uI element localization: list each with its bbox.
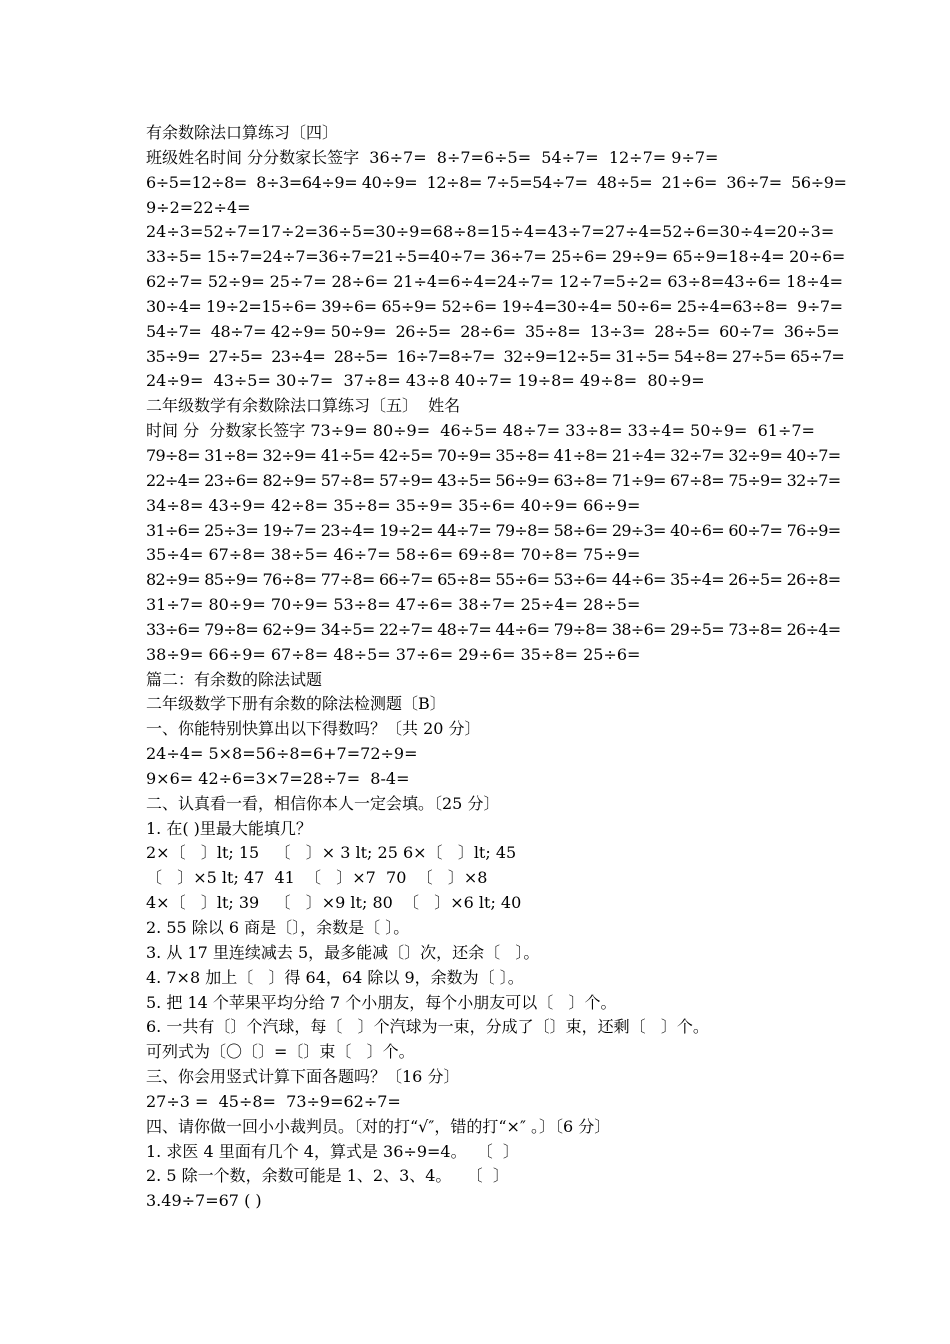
- text-line: 1. 在( )里最大能填几？: [146, 818, 312, 838]
- text-line: 2×〔 〕lt; 15 〔 〕× 3 lt; 25 6×〔 〕lt; 45: [146, 843, 517, 863]
- text-line: 30÷4= 19÷2=15÷6= 39÷6= 65÷9= 52÷6= 19÷4=30÷4= 50÷6= 25÷4=63÷8= 9÷7=: [146, 296, 843, 316]
- text-line: 班级姓名时间 分分数家长签字 36÷7= 8÷7=6÷5= 54÷7= 12÷7= 9÷7=: [146, 147, 719, 167]
- text-line: 31÷7= 80÷9= 70÷9= 53÷8= 47÷6= 38÷7= 25÷4= 28÷5=: [146, 595, 641, 615]
- question-heading-4: 四、请你做一回小小裁判员。〔对的打“√″，错的打“×″ 。〕〔6 分〕: [146, 1116, 611, 1136]
- question-heading-2: 二、认真看一看，相信你本人一定会填。〔25 分〕: [146, 793, 500, 813]
- text-line: 62÷7= 52÷9= 25÷7= 28÷6= 21÷4=6÷4=24÷7= 12÷7=5÷2= 63÷8=43÷6= 18÷4=: [146, 272, 843, 292]
- text-line: 9÷2=22÷4=: [146, 197, 251, 217]
- text-line: 24÷4= 5×8=56÷8=6+7=72÷9=: [146, 744, 418, 764]
- heading-practice-4: 有余数除法口算练习〔四〕: [146, 123, 339, 142]
- text-line: 2. 55 除以 6 商是〔〕，余数是〔 〕。: [146, 918, 410, 937]
- section-title-part-2: 篇二：有余数的除法试题: [146, 669, 323, 689]
- text-line: 4×〔 〕lt; 39 〔 〕×9 lt; 80 〔 〕×6 lt; 40: [146, 893, 522, 913]
- heading-practice-5: 二年级数学有余数除法口算练习〔五〕 姓名: [146, 396, 461, 416]
- text-line: 79÷8= 31÷8= 32÷9= 41÷5= 42÷5= 70÷9= 35÷8= 41÷8= 21÷4= 32÷7= 32÷9= 40÷7=: [146, 445, 841, 465]
- text-line: 3.49÷7=67 ( ): [146, 1191, 262, 1211]
- text-line: 34÷8= 43÷9= 42÷8= 35÷8= 35÷9= 35÷6= 40÷9= 66÷9=: [146, 495, 641, 515]
- text-line: 82÷9= 85÷9= 76÷8= 77÷8= 66÷7= 65÷8= 55÷6= 53÷6= 44÷6= 35÷4= 26÷5= 26÷8=: [146, 570, 841, 590]
- text-line: 可列式为〔〇〔〕=〔〕束〔 〕个。: [146, 1042, 415, 1062]
- text-line: 2. 5 除一个数，余数可能是 1、2、3、4。 〔 〕: [146, 1166, 509, 1186]
- document-body: [146, 121, 846, 1214]
- text-line: 24÷9= 43÷5= 30÷7= 37÷8= 43÷8 40÷7= 19÷8= 49÷8= 80÷9=: [146, 371, 705, 391]
- text-line: 1. 求医 4 里面有几个 4，算式是 36÷9=4。 〔 〕: [146, 1141, 519, 1161]
- text-line: 38÷9= 66÷9= 67÷8= 48÷5= 37÷6= 29÷6= 35÷8= 25÷6=: [146, 644, 641, 664]
- text-line: 6÷5=12÷8= 8÷3=64÷9= 40÷9= 12÷8= 7÷5=54÷7= 48÷5= 21÷6= 36÷7= 56÷9=: [146, 172, 847, 192]
- text-line: 24÷3=52÷7=17÷2=36÷5=30÷9=68÷8=15÷4=43÷7=27÷4=52÷6=30÷4=20÷3=: [146, 222, 835, 242]
- test-title: 二年级数学下册有余数的除法检测题〔B〕: [146, 694, 446, 714]
- text-line: 33÷5= 15÷7=24÷7=36÷7=21÷5=40÷7= 36÷7= 25÷6= 29÷9= 65÷9=18÷4= 20÷6=: [146, 247, 845, 267]
- question-heading-1: 一、你能特别快算出以下得数吗？〔共 20 分〕: [146, 719, 481, 739]
- text-line: 9×6= 42÷6=3×7=28÷7= 8-4=: [146, 768, 410, 788]
- question-heading-3: 三、你会用竖式计算下面各题吗？〔16 分〕: [146, 1067, 460, 1087]
- text-line: 54÷7= 48÷7= 42÷9= 50÷9= 26÷5= 28÷6= 35÷8= 13÷3= 28÷5= 60÷7= 36÷5=: [146, 321, 840, 341]
- text-line: 〔 〕×5 lt; 47 41 〔 〕×7 70 〔 〕×8: [146, 868, 488, 888]
- text-line: 33÷6= 79÷8= 62÷9= 34÷5= 22÷7= 48÷7= 44÷6= 79÷8= 38÷6= 29÷5= 73÷8= 26÷4=: [146, 619, 841, 639]
- text-line: 3. 从 17 里连续减去 5，最多能减〔〕次，还余〔 〕。: [146, 942, 540, 962]
- text-line: 4. 7×8 加上〔 〕得 64，64 除以 9，余数为〔 〕。: [146, 967, 524, 987]
- text-line: 22÷4= 23÷6= 82÷9= 57÷8= 57÷9= 43÷5= 56÷9= 63÷8= 71÷9= 67÷8= 75÷9= 32÷7=: [146, 470, 841, 490]
- text-line: 5. 把 14 个苹果平均分给 7 个小朋友，每个小朋友可以〔 〕个。: [146, 992, 617, 1012]
- text-line: 35÷4= 67÷8= 38÷5= 46÷7= 58÷6= 69÷8= 70÷8= 75÷9=: [146, 545, 641, 565]
- text-line: 6. 一共有〔〕个汽球，每〔 〕个汽球为一束，分成了〔〕束，还剩〔 〕个。: [146, 1017, 709, 1037]
- text-line: 27÷3 = 45÷8= 73÷9=62÷7=: [146, 1091, 401, 1111]
- text-line: 31÷6= 25÷3= 19÷7= 23÷4= 19÷2= 44÷7= 79÷8= 58÷6= 29÷3= 40÷6= 60÷7= 76÷9=: [146, 520, 841, 540]
- text-line: 35÷9= 27÷5= 23÷4= 28÷5= 16÷7=8÷7= 32÷9=12÷5= 31÷5= 54÷8= 27÷5= 65÷7=: [146, 346, 845, 366]
- text-line: 时间 分 分数家长签字 73÷9= 80÷9= 46÷5= 48÷7= 33÷8= 33÷4= 50÷9= 61÷7=: [146, 421, 815, 441]
